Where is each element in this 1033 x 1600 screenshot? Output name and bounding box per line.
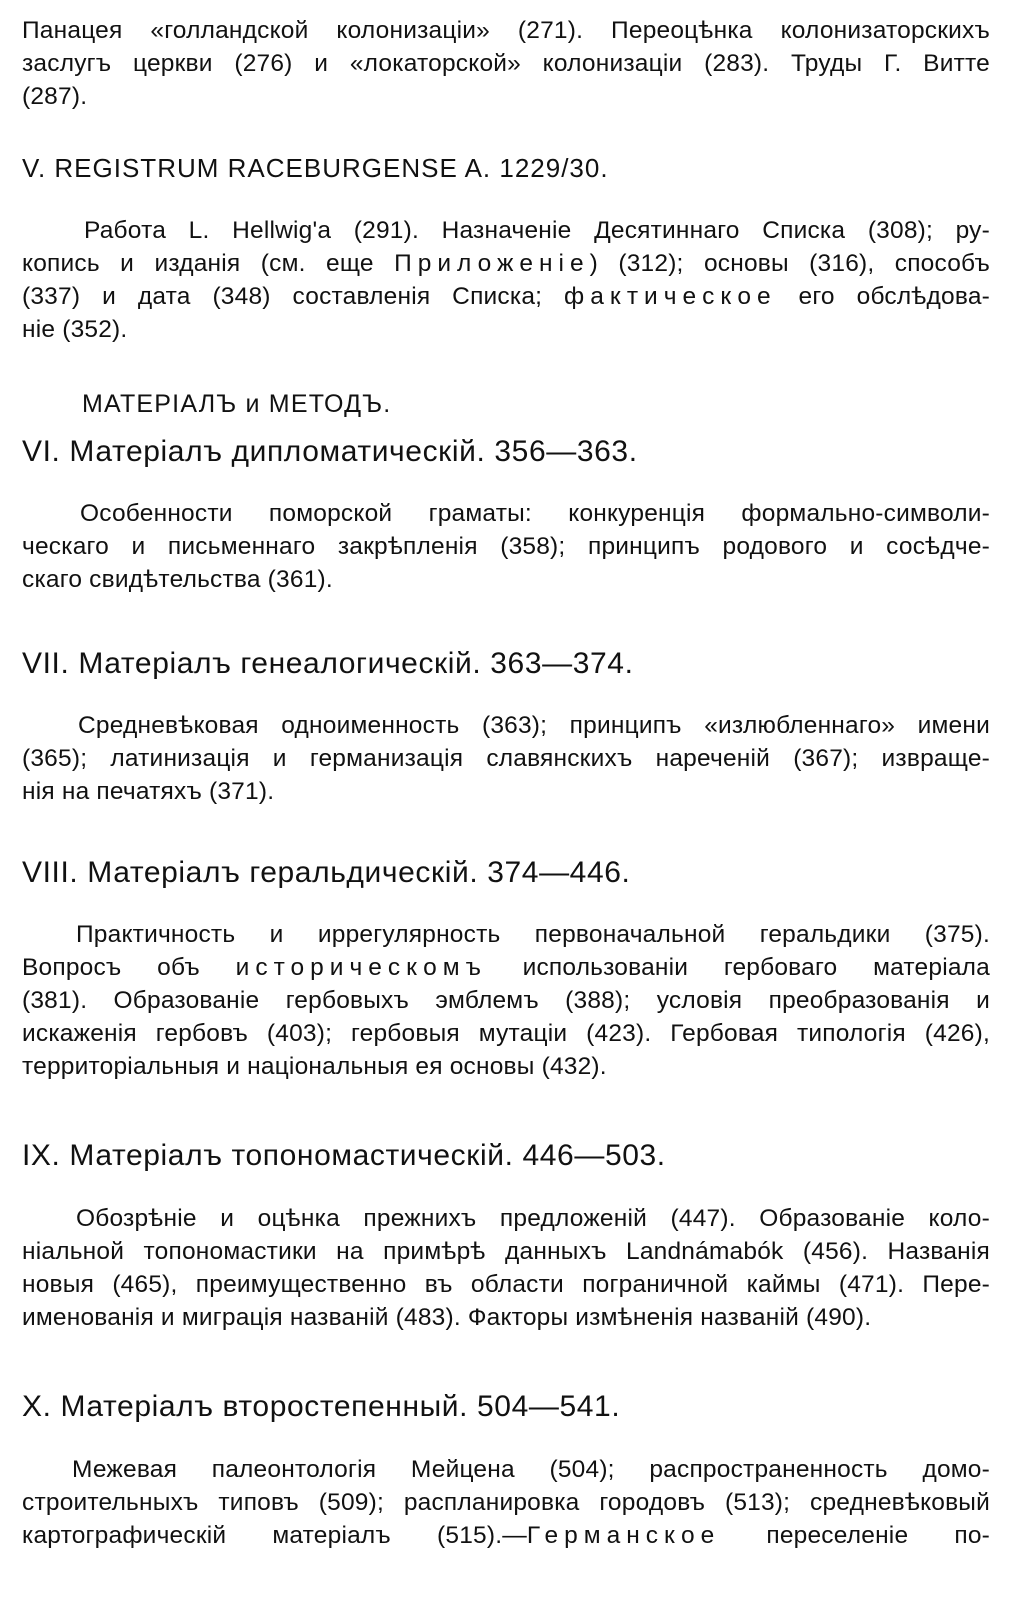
text-line: новыя (465), преимущественно въ области пограничной каймы (471). Пере- [22, 1271, 990, 1298]
section-heading-ix: IX. Матеріалъ топономастическій. 446—503. [22, 1139, 666, 1172]
text-line: Средневѣковая одноименность (363); принципъ «излюбленнаго» имени [78, 712, 990, 739]
text-line: (365); латинизація и германизація славянскихъ нареченій (367); извраще- [22, 745, 990, 772]
section-vii-paragraph-cont [22, 742, 990, 808]
spaced-emphasis: фактическое [564, 283, 777, 310]
text-line: Особенности поморской граматы: конкуренція формально-символи- [80, 500, 990, 527]
text-line: ческаго и письменнаго закрѣпленія (358); принципъ родового и сосѣдче- [22, 533, 990, 560]
text-line: картографическій матеріалъ (515).—Германское переселеніе по- [22, 1522, 990, 1549]
section-heading-v: V. REGISTRUM RACEBURGENSE A. 1229/30. [22, 153, 609, 183]
spaced-emphasis: Приложеніе [394, 250, 590, 277]
section-heading-viii: VIII. Матеріалъ геральдическій. 374—446. [22, 856, 631, 889]
spaced-emphasis: историческомъ [235, 954, 487, 981]
text-line: копись и изданія (см. еще Приложеніе) (312); основы (316), способъ [22, 250, 990, 277]
text-line: Практичность и иррегулярность первоначальной геральдики (375). [76, 921, 990, 948]
text-line: скаго свидѣтельства (361). [22, 566, 333, 593]
section-heading-vii: VII. Матеріалъ генеалогическій. 363—374. [22, 647, 634, 680]
part-subheading: МАТЕРІАЛЪ и МЕТОДЪ. [82, 390, 392, 418]
section-v-paragraph [84, 214, 990, 247]
text-line: ніальной топономастики на примѣрѣ данныхъ Landnámabók (456). Названія [22, 1238, 990, 1265]
section-x-paragraph-first [72, 1453, 990, 1486]
text-line: (287). [22, 83, 88, 110]
section-v-paragraph-cont [22, 247, 990, 346]
section-x-paragraph-cont [22, 1486, 990, 1552]
text-line: Вопросъ объ историческомъ использованіи гербоваго матеріала [22, 954, 990, 981]
section-ix-paragraph-first [76, 1202, 990, 1235]
section-viii-paragraph-cont [22, 951, 990, 1083]
section-vii-paragraph-first [78, 709, 990, 742]
text-line: ніе (352). [22, 316, 128, 343]
section-heading-x: X. Матеріалъ второстепенный. 504—541. [22, 1390, 621, 1423]
text-line: территоріальныя и національныя ея основы (432). [22, 1053, 607, 1080]
text-line: (337) и дата (348) составленія Списка; фактическое его обслѣдова- [22, 283, 991, 310]
text-line: именованія и миграція названій (483). Факторы измѣненія названій (490). [22, 1304, 872, 1331]
text-line: искаженія гербовъ (403); гербовыя мутаціи (423). Гербовая типологія (426), [22, 1020, 990, 1047]
text-line: нія на печатяхъ (371). [22, 778, 275, 805]
section-vi-paragraph-first [80, 497, 990, 530]
section-viii-paragraph-first [76, 918, 990, 951]
section-ix-paragraph-cont [22, 1235, 990, 1334]
text-line: Работа L. Hellwig'a (291). Назначеніе Десятиннаго Списка (308); ру- [84, 217, 990, 244]
text-line: строительныхъ типовъ (509); распланировка городовъ (513); средневѣковый [22, 1489, 990, 1516]
text-line: Панацея «голландской колонизаціи» (271). Переоцѣнка колонизаторскихъ [22, 17, 990, 44]
text-line: Обозрѣніе и оцѣнка прежнихъ предложеній (447). Образованіе коло- [76, 1205, 990, 1232]
spaced-emphasis: Германское [526, 1522, 721, 1549]
text-line: Межевая палеонтологія Мейцена (504); распространенность домо- [72, 1456, 990, 1483]
section-vi-paragraph-cont [22, 530, 990, 596]
intro-paragraph [22, 14, 990, 113]
text-line: (381). Образованіе гербовыхъ эмблемъ (388); условія преобразованія и [22, 987, 990, 1014]
section-heading-vi: VI. Матеріалъ дипломатическій. 356—363. [22, 435, 638, 468]
text-line: заслугъ церкви (276) и «локаторской» колонизаціи (283). Труды Г. Витте [22, 50, 990, 77]
